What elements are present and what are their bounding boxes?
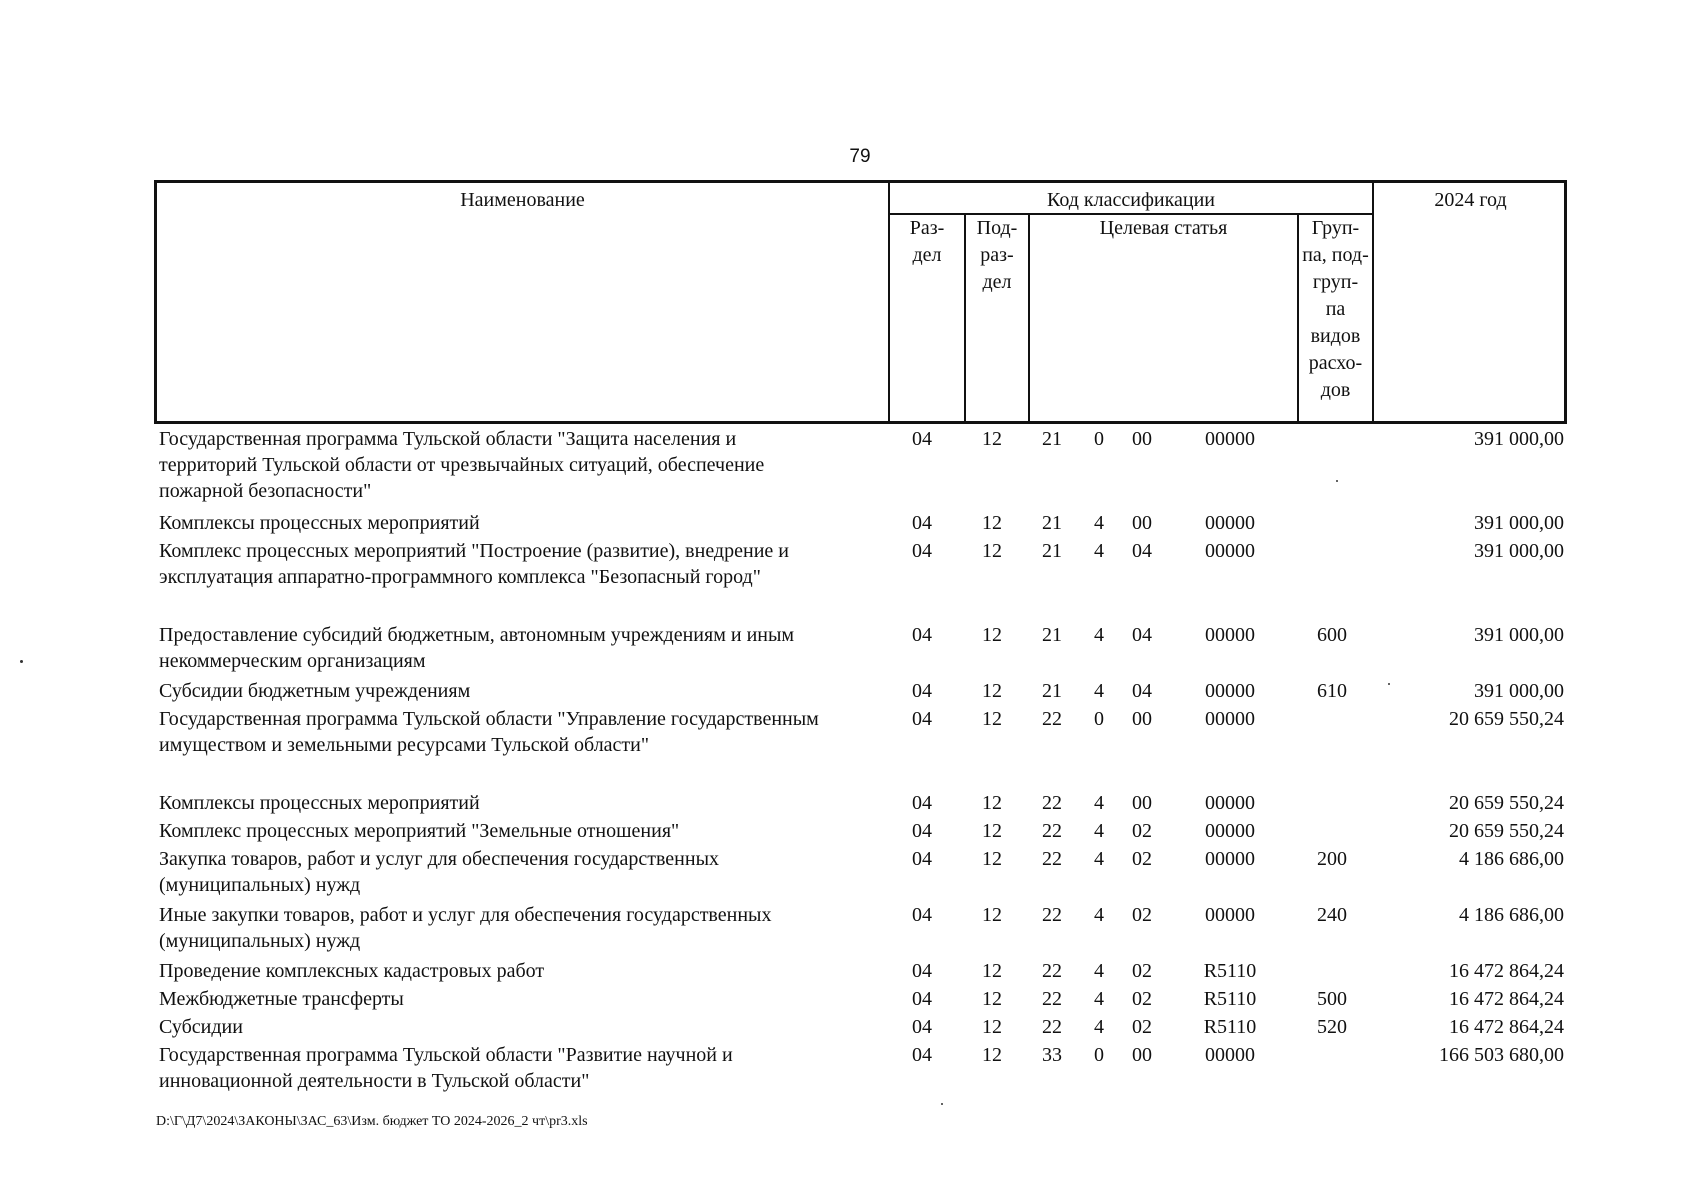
- cell-expense-group: 520: [1317, 1016, 1347, 1038]
- cell-subsection: 12: [982, 988, 1002, 1010]
- cell-section: 04: [912, 428, 932, 450]
- table-row: [154, 536, 1567, 620]
- cell-type: 0: [1094, 1044, 1104, 1066]
- cell-amount: 166 503 680,00: [1439, 1044, 1564, 1066]
- cell-type: 4: [1094, 512, 1104, 534]
- cell-type: 0: [1094, 428, 1104, 450]
- col-divider: [1372, 183, 1374, 421]
- cell-direction: 00000: [1205, 1044, 1255, 1066]
- row-name: Субсидии бюджетным учреждениям: [159, 680, 471, 702]
- cell-section: 04: [912, 904, 932, 926]
- cell-program: 22: [1042, 820, 1062, 842]
- cell-section: 04: [912, 540, 932, 562]
- cell-subsection: 12: [982, 428, 1002, 450]
- cell-type: 4: [1094, 960, 1104, 982]
- cell-amount: 16 472 864,24: [1449, 988, 1564, 1010]
- cell-direction: 00000: [1205, 904, 1255, 926]
- cell-section: 04: [912, 512, 932, 534]
- cell-program: 33: [1042, 1044, 1062, 1066]
- scan-speck: [1388, 683, 1390, 685]
- cell-direction: 00000: [1205, 512, 1255, 534]
- cell-direction: 00000: [1205, 540, 1255, 562]
- cell-program: 21: [1042, 428, 1062, 450]
- cell-direction: R5110: [1203, 960, 1257, 982]
- cell-type: 4: [1094, 680, 1104, 702]
- cell-subprogram: 00: [1132, 512, 1152, 534]
- cell-subsection: 12: [982, 848, 1002, 870]
- cell-subsection: 12: [982, 792, 1002, 814]
- cell-section: 04: [912, 988, 932, 1010]
- row-name: Комплекс процессных мероприятий "Земельные отношения": [159, 820, 680, 842]
- cell-amount: 391 000,00: [1474, 512, 1564, 534]
- table-row: [154, 956, 1567, 984]
- cell-subsection: 12: [982, 1016, 1002, 1038]
- cell-direction: 00000: [1205, 708, 1255, 730]
- cell-program: 21: [1042, 540, 1062, 562]
- cell-subsection: 12: [982, 904, 1002, 926]
- row-name: Комплексы процессных мероприятий: [159, 792, 480, 814]
- row-name: Государственная программа Тульской области "Защита населения и территорий Тульской области от чрезвычайных ситуаций, обеспечение пожарной безопасности": [159, 428, 765, 502]
- table-row: [154, 984, 1567, 1012]
- cell-type: 4: [1094, 1016, 1104, 1038]
- table-row: [154, 424, 1567, 508]
- cell-program: 22: [1042, 904, 1062, 926]
- header-section: Раз- дел: [909, 217, 945, 266]
- cell-type: 4: [1094, 904, 1104, 926]
- cell-subprogram: 04: [1132, 540, 1152, 562]
- cell-section: 04: [912, 848, 932, 870]
- row-name: Проведение комплексных кадастровых работ: [159, 960, 545, 982]
- header-code-group: Код классификации: [1046, 189, 1216, 211]
- cell-expense-group: 610: [1317, 680, 1347, 702]
- cell-subprogram: 02: [1132, 960, 1152, 982]
- row-name: Субсидии: [159, 1016, 243, 1038]
- cell-section: 04: [912, 1016, 932, 1038]
- cell-amount: 20 659 550,24: [1449, 708, 1564, 730]
- row-name: Межбюджетные трансферты: [159, 988, 404, 1010]
- table-body: [154, 424, 1567, 1096]
- header-target-article: Целевая статья: [1099, 217, 1228, 239]
- cell-subprogram: 04: [1132, 680, 1152, 702]
- cell-program: 22: [1042, 988, 1062, 1010]
- table-row: [154, 788, 1567, 816]
- scan-speck: [1336, 480, 1338, 482]
- scan-speck: [941, 1103, 943, 1105]
- cell-section: 04: [912, 1044, 932, 1066]
- header-expense-group: Груп- па, под- груп- па видов расхо- дов: [1302, 217, 1369, 401]
- cell-expense-group: 240: [1317, 904, 1347, 926]
- cell-type: 4: [1094, 624, 1104, 646]
- cell-subprogram: 02: [1132, 820, 1152, 842]
- cell-amount: 4 186 686,00: [1459, 848, 1564, 870]
- cell-amount: 20 659 550,24: [1449, 820, 1564, 842]
- cell-section: 04: [912, 960, 932, 982]
- cell-direction: 00000: [1205, 428, 1255, 450]
- table-row: [154, 676, 1567, 704]
- row-name: Предоставление субсидий бюджетным, автономным учреждениям и иным некоммерческим организациям: [159, 624, 795, 672]
- cell-subsection: 12: [982, 512, 1002, 534]
- cell-subsection: 12: [982, 540, 1002, 562]
- cell-program: 22: [1042, 708, 1062, 730]
- row-name: Иные закупки товаров, работ и услуг для обеспечения государственных (муниципальных) нужд: [159, 904, 772, 952]
- row-name: Закупка товаров, работ и услуг для обеспечения государственных (муниципальных) нужд: [159, 848, 720, 896]
- cell-subprogram: 02: [1132, 904, 1152, 926]
- cell-expense-group: 600: [1317, 624, 1347, 646]
- cell-type: 4: [1094, 820, 1104, 842]
- cell-subprogram: 00: [1132, 1044, 1152, 1066]
- cell-section: 04: [912, 624, 932, 646]
- cell-section: 04: [912, 680, 932, 702]
- row-name: Государственная программа Тульской области "Управление государственным имуществом и земельными ресурсами Тульской области": [159, 708, 819, 756]
- table-row: [154, 816, 1567, 844]
- page-number: 79: [849, 146, 871, 167]
- cell-direction: 00000: [1205, 848, 1255, 870]
- cell-program: 22: [1042, 1016, 1062, 1038]
- table-row: [154, 844, 1567, 900]
- header-name: Наименование: [460, 189, 585, 211]
- table-row: [154, 1012, 1567, 1040]
- cell-amount: 391 000,00: [1474, 624, 1564, 646]
- cell-section: 04: [912, 792, 932, 814]
- cell-subprogram: 04: [1132, 624, 1152, 646]
- cell-subsection: 12: [982, 624, 1002, 646]
- scan-speck: [20, 660, 23, 663]
- cell-subprogram: 00: [1132, 792, 1152, 814]
- cell-subprogram: 00: [1132, 428, 1152, 450]
- cell-program: 21: [1042, 512, 1062, 534]
- cell-amount: 391 000,00: [1474, 540, 1564, 562]
- cell-program: 21: [1042, 680, 1062, 702]
- cell-type: 4: [1094, 848, 1104, 870]
- table-row: [154, 704, 1567, 788]
- cell-direction: 00000: [1205, 820, 1255, 842]
- cell-subprogram: 02: [1132, 848, 1152, 870]
- cell-direction: R5110: [1203, 988, 1257, 1010]
- cell-program: 22: [1042, 792, 1062, 814]
- table-row: [154, 508, 1567, 536]
- cell-type: 4: [1094, 540, 1104, 562]
- cell-direction: R5110: [1203, 1016, 1257, 1038]
- row-name: Государственная программа Тульской области "Развитие научной и инновационной деятельности в Тульской области": [159, 1044, 733, 1092]
- cell-program: 22: [1042, 848, 1062, 870]
- header-subsection: Под- раз- дел: [976, 217, 1018, 293]
- cell-subsection: 12: [982, 708, 1002, 730]
- cell-subsection: 12: [982, 960, 1002, 982]
- footer-file-path: D:\Г\Д7\2024\ЗАКОНЫ\ЗАС_63\Изм. бюджет ТО 2024-2026_2 чт\pr3.xls: [156, 1114, 588, 1129]
- col-divider: [1028, 215, 1030, 421]
- cell-amount: 16 472 864,24: [1449, 1016, 1564, 1038]
- cell-amount: 4 186 686,00: [1459, 904, 1564, 926]
- cell-subprogram: 02: [1132, 988, 1152, 1010]
- cell-expense-group: 500: [1317, 988, 1347, 1010]
- row-name: Комплексы процессных мероприятий: [159, 512, 480, 534]
- cell-amount: 16 472 864,24: [1449, 960, 1564, 982]
- table-row: [154, 1040, 1567, 1096]
- table-header: [154, 180, 1567, 424]
- table-row: [154, 900, 1567, 956]
- cell-type: 0: [1094, 708, 1104, 730]
- row-name: Комплекс процессных мероприятий "Построение (развитие), внедрение и эксплуатация аппаратно-программного комплекса "Безопасный город": [159, 540, 789, 588]
- cell-section: 04: [912, 708, 932, 730]
- cell-type: 4: [1094, 988, 1104, 1010]
- cell-direction: 00000: [1205, 680, 1255, 702]
- cell-subsection: 12: [982, 1044, 1002, 1066]
- cell-expense-group: 200: [1317, 848, 1347, 870]
- table-row: [154, 620, 1567, 676]
- cell-program: 21: [1042, 624, 1062, 646]
- cell-subprogram: 02: [1132, 1016, 1152, 1038]
- cell-subsection: 12: [982, 820, 1002, 842]
- cell-direction: 00000: [1205, 624, 1255, 646]
- cell-program: 22: [1042, 960, 1062, 982]
- cell-subprogram: 00: [1132, 708, 1152, 730]
- cell-type: 4: [1094, 792, 1104, 814]
- cell-direction: 00000: [1205, 792, 1255, 814]
- cell-subsection: 12: [982, 680, 1002, 702]
- cell-amount: 391 000,00: [1474, 680, 1564, 702]
- cell-amount: 391 000,00: [1474, 428, 1564, 450]
- cell-section: 04: [912, 820, 932, 842]
- header-year: 2024 год: [1434, 189, 1507, 211]
- cell-amount: 20 659 550,24: [1449, 792, 1564, 814]
